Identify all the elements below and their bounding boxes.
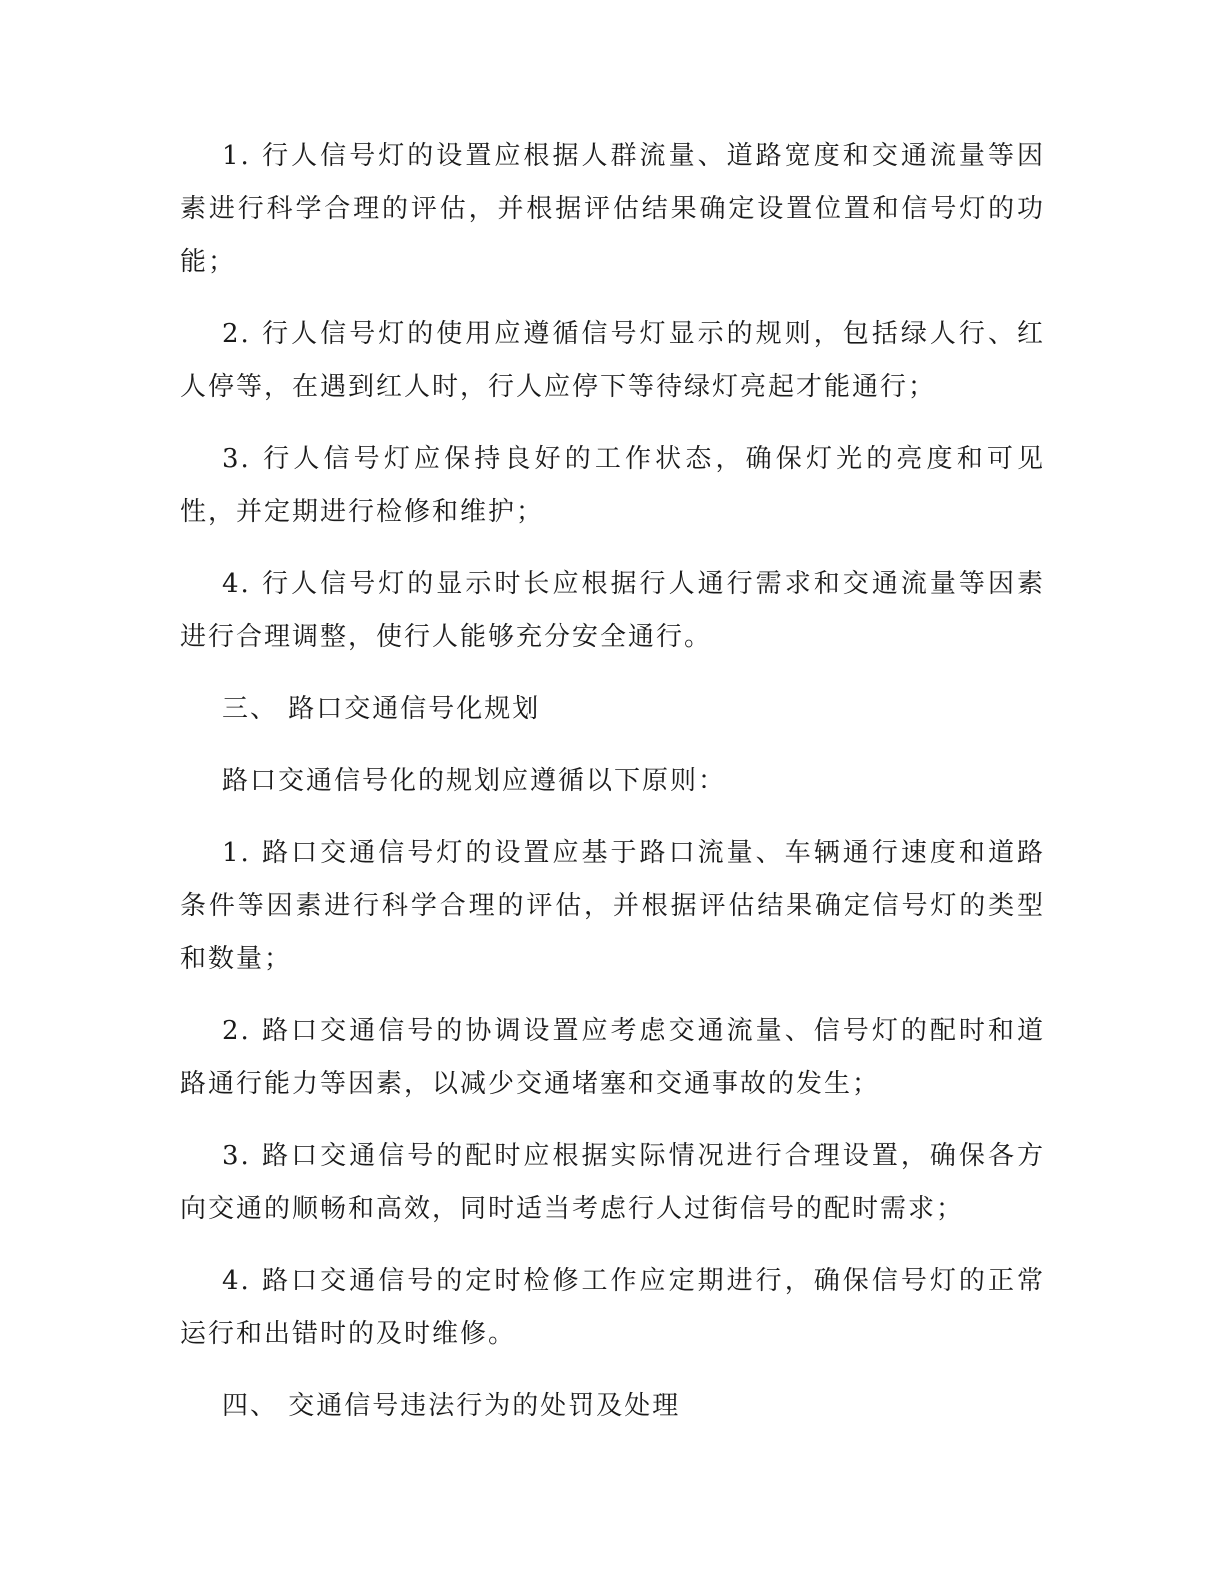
document-body [180,130,1045,1452]
pedestrian-signal-item-1: 1. 行人信号灯的设置应根据人群流量、道路宽度和交通流量等因素进行科学合理的评估，并根据评估结果确定设置位置和信号灯的功能； [180,141,1045,277]
pedestrian-signal-item-4: 4. 行人信号灯的显示时长应根据行人通行需求和交通流量等因素进行合理调整，使行人能够充分安全通行。 [180,569,1045,652]
section-heading-3: 三、 路口交通信号化规划 [222,694,541,724]
pedestrian-signal-item-3: 3. 行人信号灯应保持良好的工作状态，确保灯光的亮度和可见性，并定期进行检修和维护； [180,444,1045,527]
intersection-signal-item-4: 4. 路口交通信号的定时检修工作应定期进行，确保信号灯的正常运行和出错时的及时维修。 [180,1266,1045,1349]
section-heading-4: 四、 交通信号违法行为的处罚及处理 [222,1391,681,1421]
section-intro: 路口交通信号化的规划应遵循以下原则： [222,766,727,796]
intersection-signal-item-2: 2. 路口交通信号的协调设置应考虑交通流量、信号灯的配时和道路通行能力等因素，以减少交通堵塞和交通事故的发生； [180,1016,1045,1099]
intersection-signal-item-3: 3. 路口交通信号的配时应根据实际情况进行合理设置，确保各方向交通的顺畅和高效，同时适当考虑行人过街信号的配时需求； [180,1141,1045,1224]
intersection-signal-item-1: 1. 路口交通信号灯的设置应基于路口流量、车辆通行速度和道路条件等因素进行科学合理的评估，并根据评估结果确定信号灯的类型和数量； [180,838,1045,974]
pedestrian-signal-item-2: 2. 行人信号灯的使用应遵循信号灯显示的规则，包括绿人行、红人停等，在遇到红人时，行人应停下等待绿灯亮起才能通行； [180,319,1045,402]
